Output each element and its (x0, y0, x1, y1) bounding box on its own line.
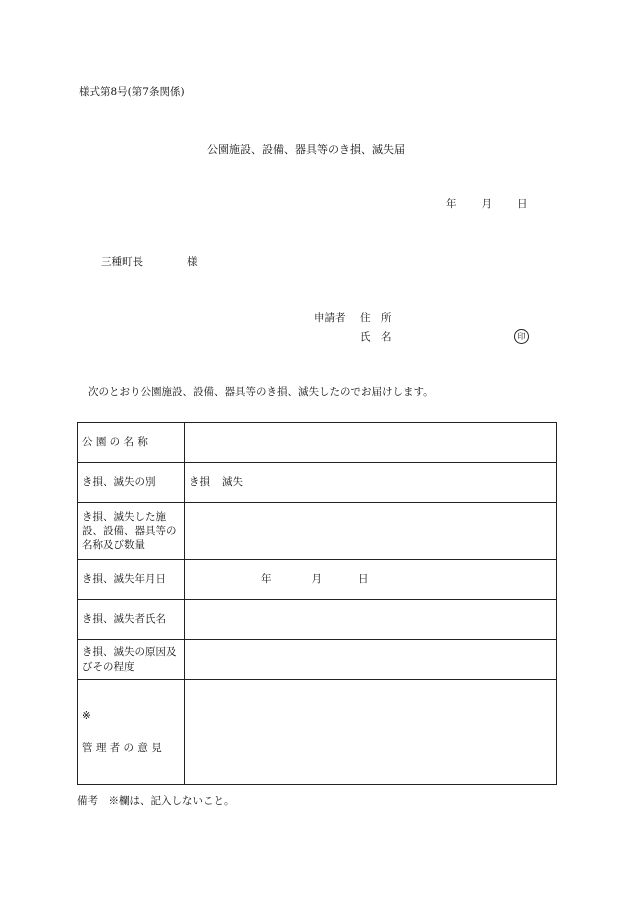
date-month-label: 月 (481, 198, 492, 210)
date-label: き損、滅失年月日 (78, 560, 185, 600)
date-field-day: 日 (358, 573, 369, 586)
date-field-month: 月 (311, 573, 322, 586)
intro-text: 次のとおり公園施設、設備、器具等のき損、滅失したのでお届けします。 (88, 386, 434, 398)
type-option-loss[interactable]: 滅失 (222, 476, 243, 489)
applicant-name-label: 氏 名 (360, 331, 392, 343)
table-row (78, 463, 557, 503)
date-field-year: 年 (261, 573, 272, 586)
addressee-honorific: 様 (187, 256, 198, 268)
type-option-damage[interactable]: き損 (189, 476, 210, 489)
addressee-name: 三種町長 (101, 256, 143, 268)
opinion-label-cell (78, 680, 185, 785)
applicant-address-label: 住 所 (360, 312, 392, 324)
person-label: き損、滅失者氏名 (78, 600, 185, 640)
opinion-field[interactable] (185, 680, 557, 785)
table-row (78, 423, 557, 463)
park-name-field[interactable] (185, 423, 557, 463)
applicant-label: 申請者 (314, 312, 346, 324)
items-label: き損、滅失した施設、設備、器具等の名称及び数量 (78, 503, 185, 560)
items-field[interactable] (185, 503, 557, 560)
document-title: 公園施設、設備、器具等のき損、滅失届 (207, 143, 405, 156)
table-row (78, 640, 557, 680)
date-field[interactable] (185, 560, 557, 600)
cause-field[interactable] (185, 640, 557, 680)
addressee (101, 257, 198, 268)
type-field[interactable] (185, 463, 557, 503)
report-form-table (77, 422, 557, 785)
table-row (78, 680, 557, 785)
submission-date (446, 199, 528, 210)
person-field[interactable] (185, 600, 557, 640)
date-year-label: 年 (446, 198, 457, 210)
table-row (78, 560, 557, 600)
type-label: き損、滅失の別 (78, 463, 185, 503)
table-row (78, 503, 557, 560)
cause-label: き損、滅失の原因及びその程度 (78, 640, 185, 680)
park-name-label: 公 園 の 名 称 (78, 423, 185, 463)
opinion-label: 管 理 者 の 意 見 (82, 742, 162, 754)
seal-icon: 印 (514, 329, 529, 344)
table-row (78, 600, 557, 640)
form-number: 様式第8号(第7条関係) (79, 86, 185, 98)
remarks-note: 備考 ※欄は、記入しないこと。 (77, 795, 235, 807)
opinion-mark: ※ (82, 709, 91, 722)
date-day-label: 日 (517, 198, 528, 210)
